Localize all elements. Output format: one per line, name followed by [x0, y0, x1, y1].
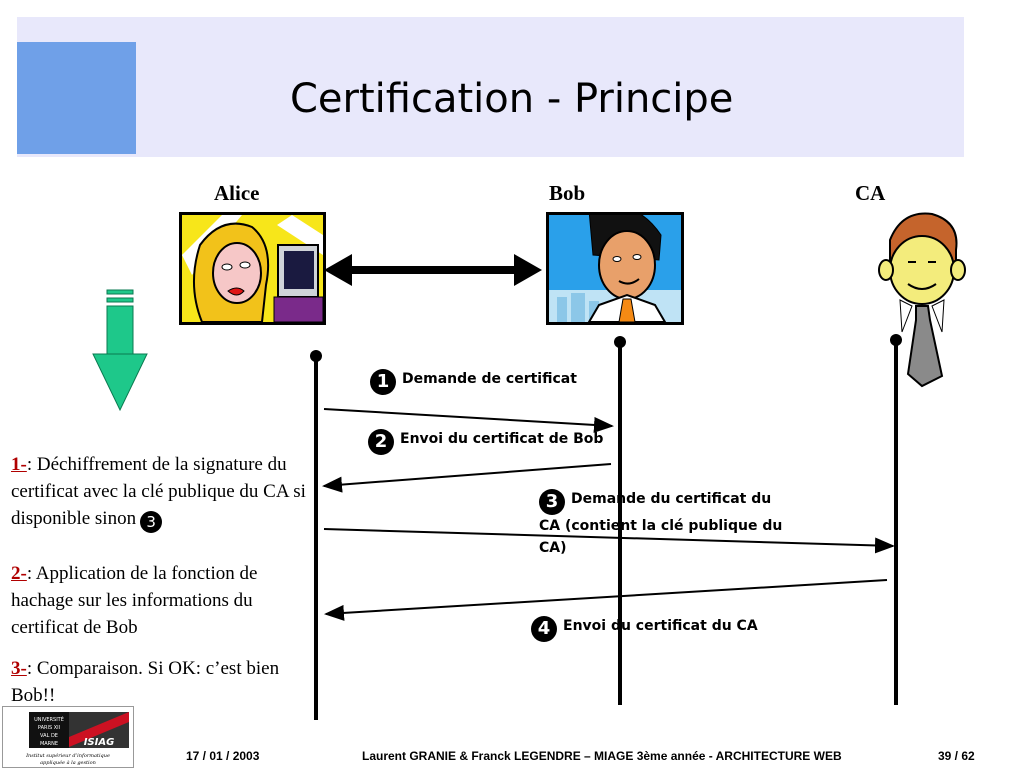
annotation-1-text: : Déchiffrement de la signature du certificat avec la clé publique du CA si disponible sinon [11, 454, 306, 529]
annotation-2 [11, 560, 316, 641]
step-4-number: 4 [531, 616, 557, 642]
annotation-2-text: : Application de la fonction de hachage sur les informations du certificat de Bob [11, 563, 258, 638]
step-1-number: 1 [370, 369, 396, 395]
footer-date: 17 / 01 / 2003 [186, 749, 260, 763]
footer-page-number: 39 / 62 [938, 749, 975, 763]
step-3-text: Demande du certificat du CA (contient la clé publique du CA) [539, 491, 783, 556]
annotation-3-label: 3- [11, 658, 27, 679]
slide-title: Certification - Principe [290, 76, 734, 122]
step-1-text: Demande de certificat [402, 371, 577, 387]
annotation-3 [11, 655, 311, 709]
svg-text:UNIVERSITÉ: UNIVERSITÉ [34, 717, 64, 723]
footer-authors: Laurent GRANIE & Franck LEGENDRE – MIAGE 3ème année - ARCHITECTURE WEB [362, 749, 842, 763]
step-4-label [531, 615, 781, 642]
actor-label-alice: Alice [214, 181, 260, 205]
actor-label-bob: Bob [549, 181, 586, 205]
annotation-3-text: : Comparaison. Si OK: c’est bien Bob!! [11, 658, 280, 706]
isiag-logo [2, 706, 134, 768]
svg-text:appliquée à la gestion: appliquée à la gestion [40, 760, 96, 766]
annotation-1-ref: 3 [140, 511, 162, 533]
step-3-number: 3 [539, 489, 565, 515]
svg-text:VAL DE: VAL DE [40, 733, 58, 739]
step-4-text: Envoi du certificat du CA [563, 618, 758, 634]
step-1-label [370, 368, 577, 395]
alice-bob-link-arrow [324, 254, 542, 286]
svg-text:ISIAG: ISIAG [83, 737, 115, 748]
message-4-arrow [326, 580, 887, 614]
annotation-2-label: 2- [11, 563, 27, 584]
actor-label-ca: CA [855, 181, 886, 205]
step-2-text: Envoi du certificat de Bob [400, 431, 604, 447]
down-arrow-icon [93, 290, 147, 410]
message-2-arrow [324, 464, 611, 486]
annotation-1-label: 1- [11, 454, 27, 475]
step-2-label [368, 428, 618, 455]
step-2-number: 2 [368, 429, 394, 455]
step-3-label [539, 488, 795, 559]
svg-text:Institut supérieur d’informati: Institut supérieur d’informatique [26, 753, 110, 759]
annotation-1 [11, 451, 316, 533]
svg-text:PARIS XII: PARIS XII [37, 725, 61, 731]
svg-text:MARNE: MARNE [39, 741, 59, 747]
message-1-arrow [324, 409, 612, 426]
